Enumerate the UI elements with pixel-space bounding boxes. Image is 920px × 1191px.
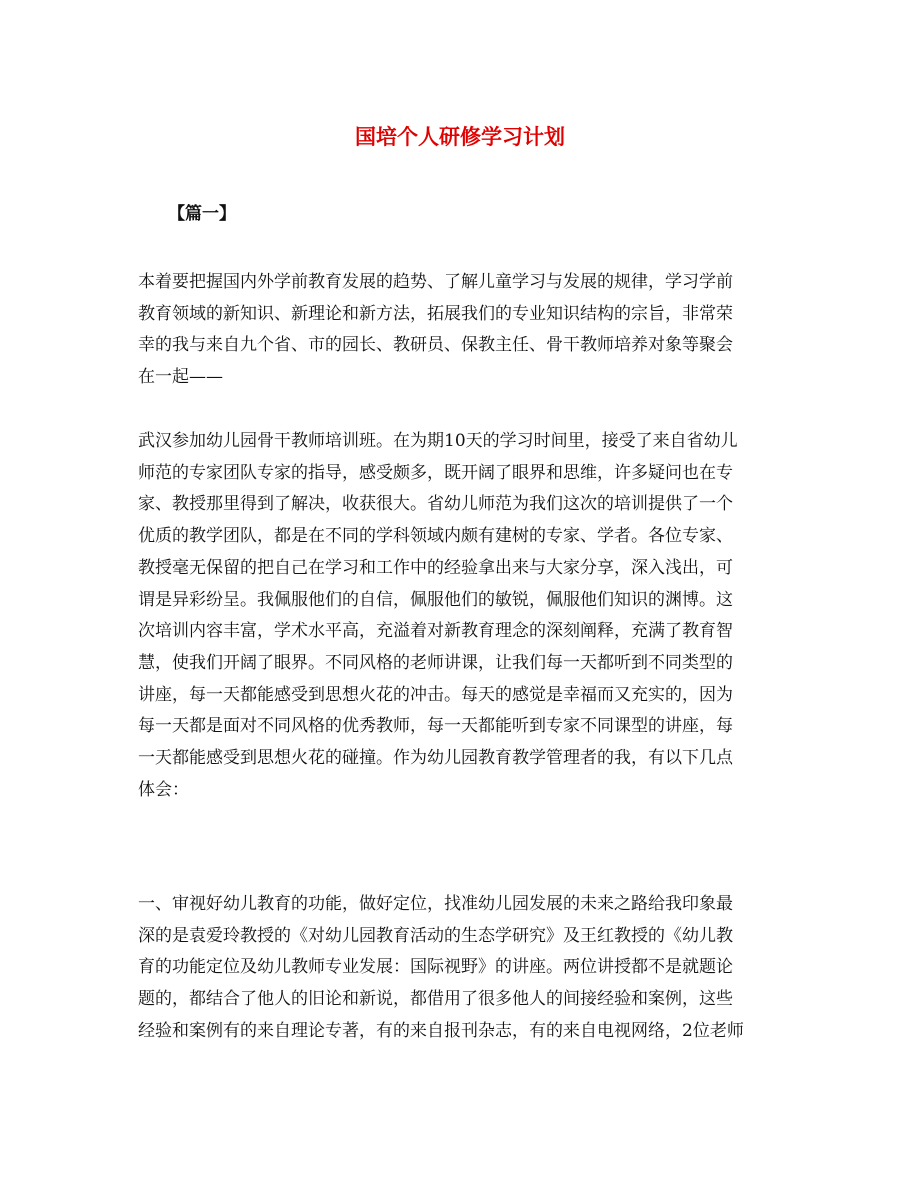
paragraph-line: 家、教授那里得到了解决，收获很大。省幼儿师范为我们这次的培训提供了一个 [138,494,733,515]
document-title: 国培个人研修学习计划 [355,124,565,149]
paragraph-line: 一天都能感受到思想火花的碰撞。作为幼儿园教育教学管理者的我，有以下几点 [138,748,733,769]
section-label: 【篇一】 [168,204,236,224]
paragraph-line: 每一天都是面对不同风格的优秀教师，每一天都能听到专家不同课型的讲座，每 [138,716,733,737]
paragraph-line: 慧，使我们开阔了眼界。不同风格的老师讲课，让我们每一天都听到不同类型的 [138,652,733,673]
paragraph-line: 一、审视好幼儿教育的功能，做好定位，找准幼儿园发展的未来之路给我印象最 [138,894,733,914]
paragraph-line: 次培训内容丰富，学术水平高，充溢着对新教育理念的深刻阐释，充满了教育智 [138,621,733,642]
paragraph-line: 在一起—— [138,367,223,388]
paragraph-line: 教授毫无保留的把自己在学习和工作中的经验拿出来与大家分享，深入浅出，可 [138,557,733,578]
paragraph-line: 师范的专家团队专家的指导，感受颇多，既开阔了眼界和思维，许多疑问也在专 [138,462,733,483]
paragraph-line: 育的功能定位及幼儿教师专业发展：国际视野》的讲座。两位讲授都不是就题论 [138,957,733,978]
paragraph-line: 深的是袁爱玲教授的《对幼儿园教育活动的生态学研究》及王红教授的《幼儿教 [138,925,733,946]
paragraph-line: 谓是异彩纷呈。我佩服他们的自信，佩服他们的敏锐，佩服他们知识的渊博。这 [138,589,733,610]
paragraph-line: 优质的教学团队，都是在不同的学科领域内颇有建树的专家、学者。各位专家、 [138,526,733,547]
paragraph-line: 幸的我与来自九个省、市的园长、教研员、保教主任、骨干教师培养对象等聚会 [138,335,733,356]
paragraph-line: 题的，都结合了他人的旧论和新说，都借用了很多他人的间接经验和案例，这些 [138,989,733,1010]
paragraph-line: 武汉参加幼儿园骨干教师培训班。在为期10天的学习时间里，接受了来自省幼儿 [138,431,738,451]
paragraph-line: 讲座，每一天都能感受到思想火花的冲击。每天的感觉是幸福而又充实的，因为 [138,684,733,705]
paragraph-2 [138,426,784,806]
paragraph-line: 体会： [138,779,189,800]
paragraph-line: 教育领域的新知识、新理论和新方法，拓展我们的专业知识结构的宗旨，非常荣 [138,303,733,324]
paragraph-1 [138,267,784,394]
paragraph-3 [138,889,784,1048]
paragraph-line: 经验和案例有的来自理论专著，有的来自报刊杂志，有的来自电视网络，2位老师 [138,1020,744,1041]
paragraph-line: 本着要把握国内外学前教育发展的趋势、了解儿童学习与发展的规律，学习学前 [138,272,733,292]
